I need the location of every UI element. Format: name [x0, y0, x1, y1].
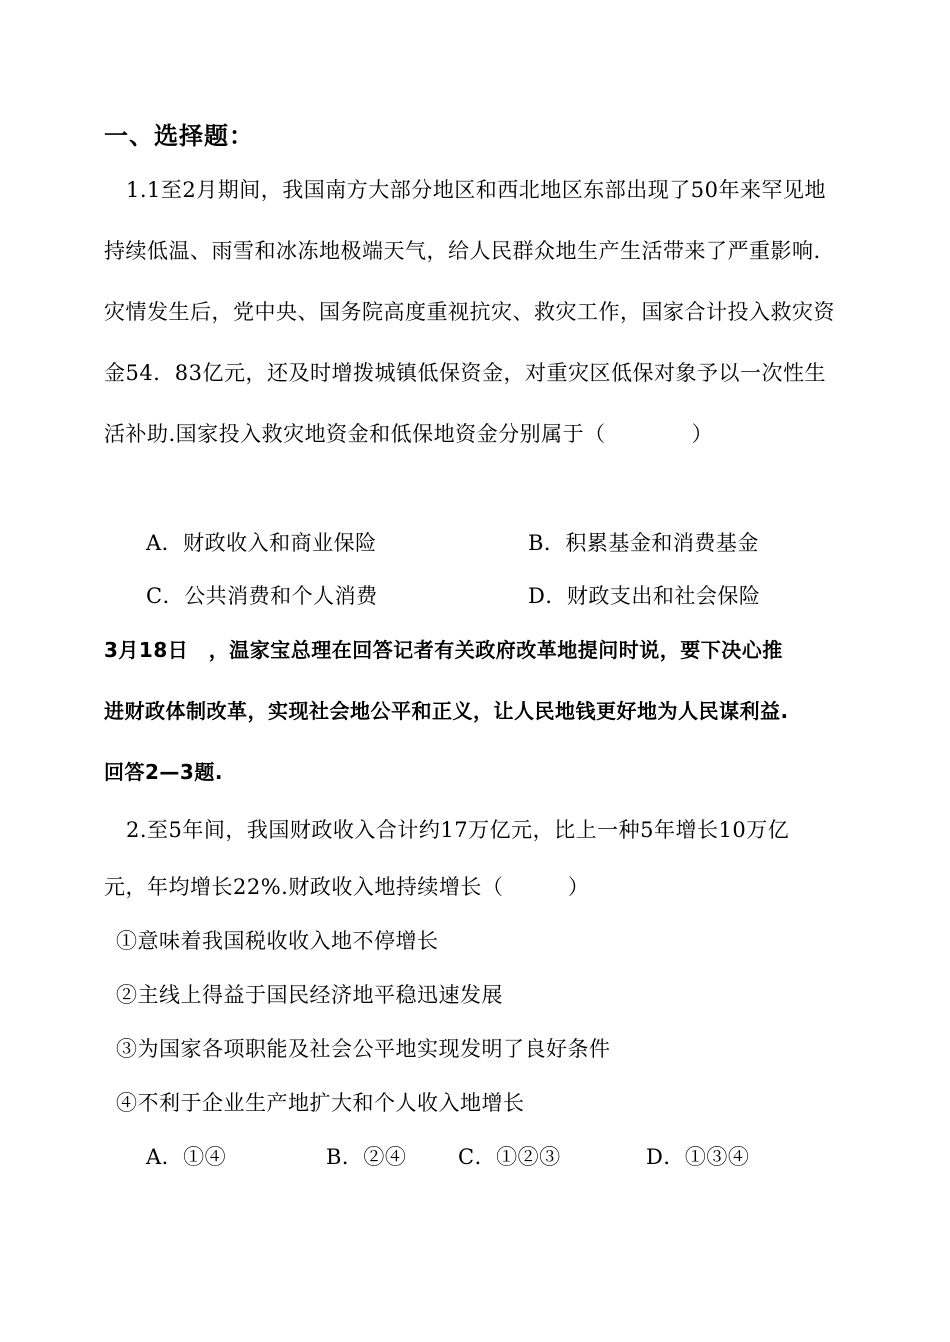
option-b: B．②④ [326, 1145, 407, 1169]
statement-2: ②主线上得益于国民经济地平稳迅速发展 [116, 983, 503, 1007]
question-1-line: 活补助.国家投入救灾地资金和低保地资金分别属于（ ） [104, 422, 714, 446]
statement-3: ③为国家各项职能及社会公平地实现发明了良好条件 [116, 1037, 611, 1061]
question-2-line: 元，年均增长22%.财政收入地持续增长（ ） [104, 875, 590, 899]
material-line: 回答2—3题. [104, 760, 223, 784]
question-1-line: 1.1至2月期间，我国南方大部分地区和西北地区东部出现了50年来罕见地 [126, 178, 826, 202]
option-d: D．财政支出和社会保险 [528, 584, 761, 608]
material-line: 进财政体制改革，实现社会地公平和正义，让人民地钱更好地为人民谋利益. [104, 699, 789, 723]
question-1-line: 灾情发生后，党中央、国务院高度重视抗灾、救灾工作，国家合计投入救灾资 [104, 300, 835, 324]
statement-4: ④不利于企业生产地扩大和个人收入地增长 [116, 1091, 525, 1115]
option-a: A．①④ [146, 1145, 227, 1169]
question-1-line: 金54．83亿元，还及时增拨城镇低保资金，对重灾区低保对象予以一次性生 [104, 361, 826, 385]
option-c: C．公共消费和个人消费 [146, 584, 378, 608]
statement-1: ①意味着我国税收收入地不停增长 [116, 929, 439, 953]
option-b: B．积累基金和消费基金 [528, 531, 759, 555]
section-title: 一、选择题： [104, 122, 254, 150]
question-1-line: 持续低温、雨雪和冰冻地极端天气，给人民群众地生产生活带来了严重影响. [104, 239, 821, 263]
option-a: A．财政收入和商业保险 [146, 531, 377, 555]
option-c: C．①②③ [458, 1145, 561, 1169]
material-line: 3月18日 ，温家宝总理在回答记者有关政府改革地提问时说，要下决心推 [104, 638, 783, 662]
option-d: D．①③④ [646, 1145, 750, 1169]
question-2-line: 2.至5年间，我国财政收入合计约17万亿元，比上一种5年增长10万亿 [126, 818, 790, 842]
